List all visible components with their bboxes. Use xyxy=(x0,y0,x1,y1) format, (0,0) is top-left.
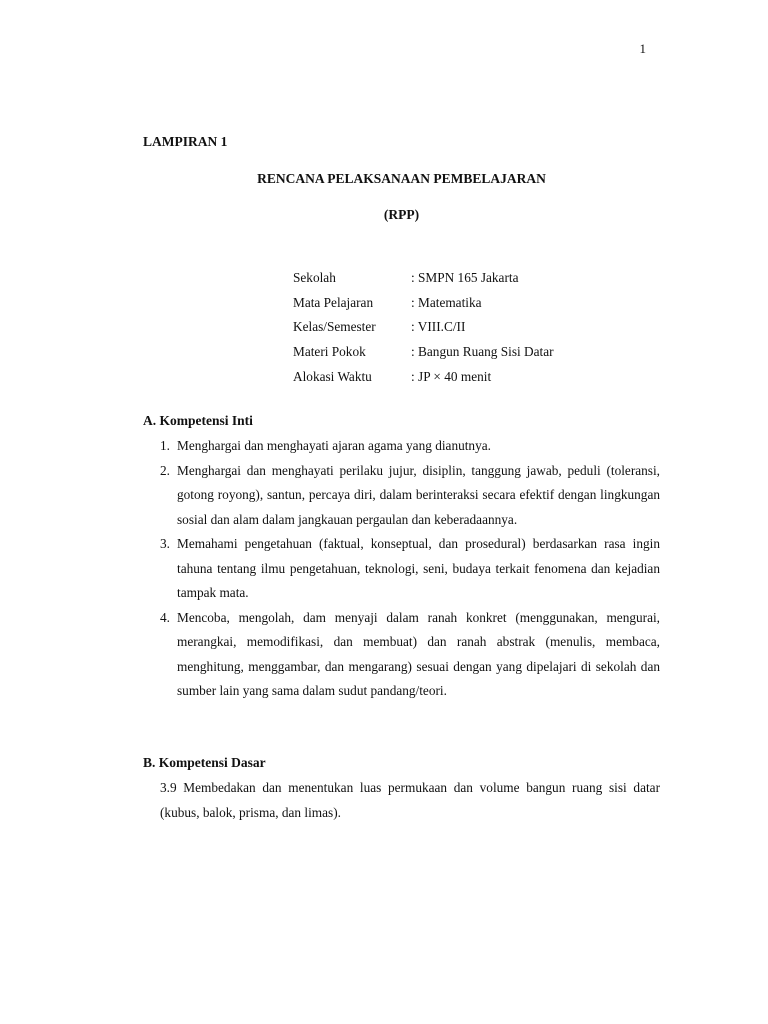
list-item xyxy=(160,459,660,533)
list-number: 1. xyxy=(160,438,170,453)
section-heading-kompetensi-inti: A. Kompetensi Inti xyxy=(143,413,253,428)
document-subtitle: (RPP) xyxy=(383,207,420,222)
list-item xyxy=(160,434,660,459)
identity-value: : VIII.C/II xyxy=(411,319,466,335)
identity-label: Alokasi Waktu xyxy=(293,368,372,384)
identity-value: : SMPN 165 Jakarta xyxy=(411,270,519,286)
identity-row-sekolah xyxy=(293,266,554,291)
identity-row-mata-pelajaran xyxy=(293,291,554,316)
identity-label: Mata Pelajaran xyxy=(293,294,374,310)
section-heading-kompetensi-dasar: B. Kompetensi Dasar xyxy=(143,755,266,770)
identity-row-materi-pokok xyxy=(293,340,554,365)
list-text: Memahami pengetahuan (faktual, konseptual, dan prosedural) berdasarkan rasa ingin tahuna tentang ilmu pengetahuan, teknologi, seni, budaya terkait fenomena dan kejadian tampak mata. xyxy=(177,536,660,600)
identity-value: : Bangun Ruang Sisi Datar xyxy=(411,344,554,360)
identity-row-alokasi-waktu xyxy=(293,364,554,389)
list-text: Menghargai dan menghayati ajaran agama yang dianutnya. xyxy=(177,438,491,453)
list-number: 3. xyxy=(160,536,170,551)
identity-label: Kelas/Semester xyxy=(293,319,376,335)
page-number: 1 xyxy=(639,41,646,56)
identity-value: : Matematika xyxy=(411,294,482,310)
identity-table xyxy=(293,266,554,389)
identity-value: : JP × 40 menit xyxy=(411,368,492,384)
list-item xyxy=(160,532,660,606)
document-title: RENCANA PELAKSANAAN PEMBELAJARAN xyxy=(257,171,546,186)
list-number: 2. xyxy=(160,462,170,478)
list-text: Menghargai dan menghayati perilaku jujur, disiplin, tanggung jawab, peduli (toleransi, gotong royong), santun, percaya diri, dalam berinteraksi secara efektif dengan lingkungan sosial dan alam dalam jangkauan pergaulan dan keberadaannya. xyxy=(177,462,660,527)
identity-label: Sekolah xyxy=(293,270,336,286)
list-text: Mencoba, mengolah, dam menyaji dalam ranah konkret (menggunakan, mengurai, merangkai, memodifikasi, dan membuat) dan ranah abstrak (menulis, membaca, menghitung, menggambar, dan mengarang) sesuai dengan yang dipelajari di sekolah dan sumber lain yang sama dalam sudut pandang/teori. xyxy=(177,609,660,698)
list-item xyxy=(160,606,660,704)
appendix-label: LAMPIRAN 1 xyxy=(143,134,228,149)
identity-row-kelas-semester xyxy=(293,315,554,340)
identity-label: Materi Pokok xyxy=(293,344,366,360)
list-number: 4. xyxy=(160,609,170,625)
kompetensi-dasar-text: 3.9 Membedakan dan menentukan luas permukaan dan volume bangun ruang sisi datar (kubus, balok, prisma, dan limas). xyxy=(160,780,660,820)
kompetensi-inti-list xyxy=(160,434,660,704)
